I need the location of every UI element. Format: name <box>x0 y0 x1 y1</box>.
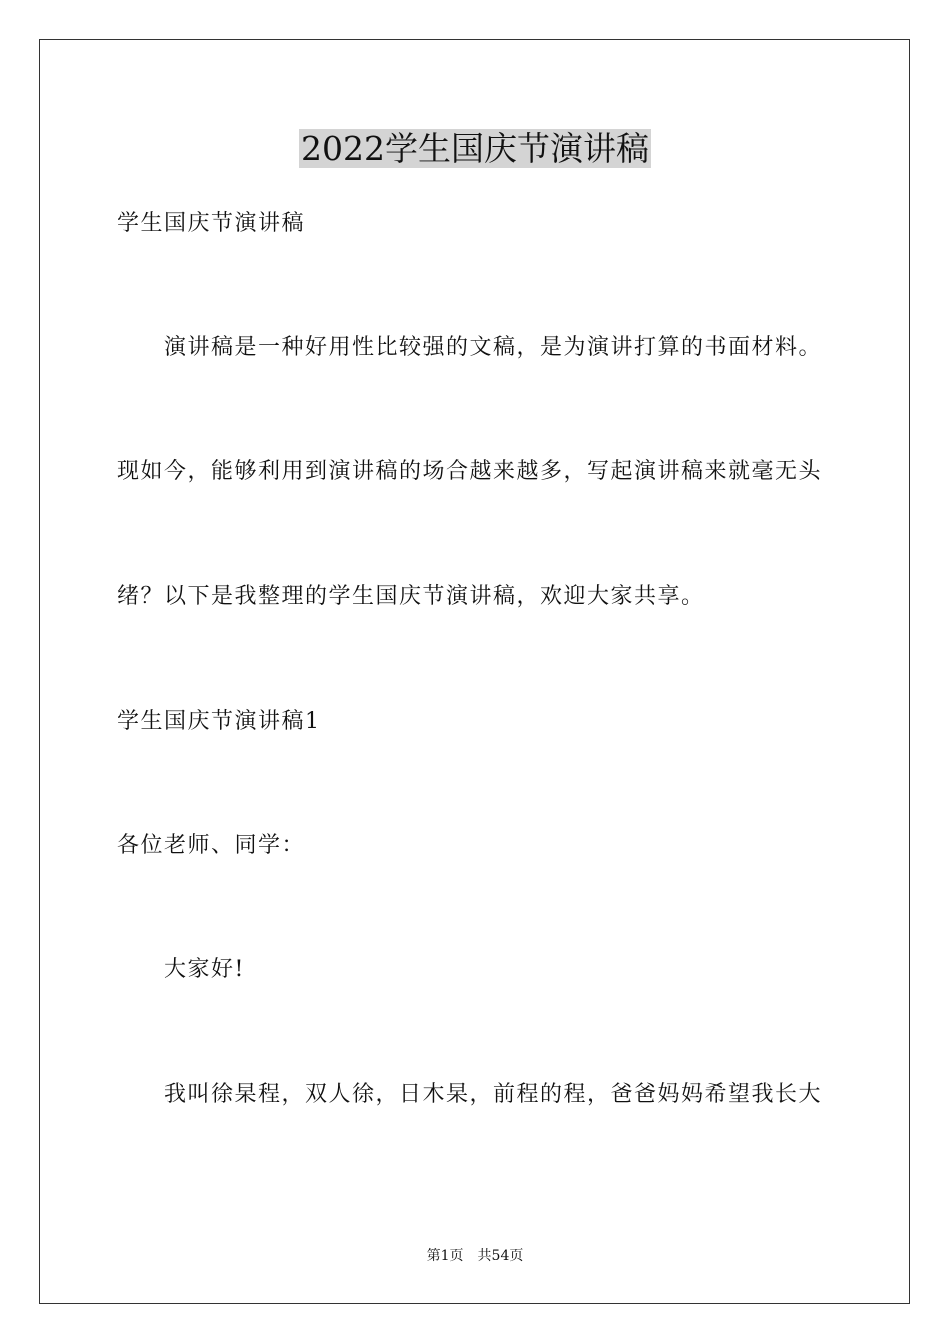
section-heading: 学生国庆节演讲稿1 <box>117 709 321 734</box>
salutation: 各位老师、同学： <box>117 833 306 858</box>
intro-paragraph-line-3: 绪？以下是我整理的学生国庆节演讲稿，欢迎大家共享。 <box>117 584 705 609</box>
document-title <box>0 126 950 172</box>
intro-paragraph-line-2: 现如今，能够利用到演讲稿的场合越来越多，写起演讲稿来就毫无头 <box>117 459 823 484</box>
greeting: 大家好! <box>164 957 245 982</box>
document-title-text: 2022学生国庆节演讲稿 <box>301 129 649 168</box>
intro-paragraph-line-1: 演讲稿是一种好用性比较强的文稿，是为演讲打算的书面材料。 <box>164 335 823 360</box>
page-number: 第1页 共54页 <box>426 1248 524 1264</box>
body-paragraph: 我叫徐杲程，双人徐，日木杲，前程的程，爸爸妈妈希望我长大 <box>164 1082 823 1107</box>
subtitle-paragraph: 学生国庆节演讲稿 <box>117 211 306 236</box>
